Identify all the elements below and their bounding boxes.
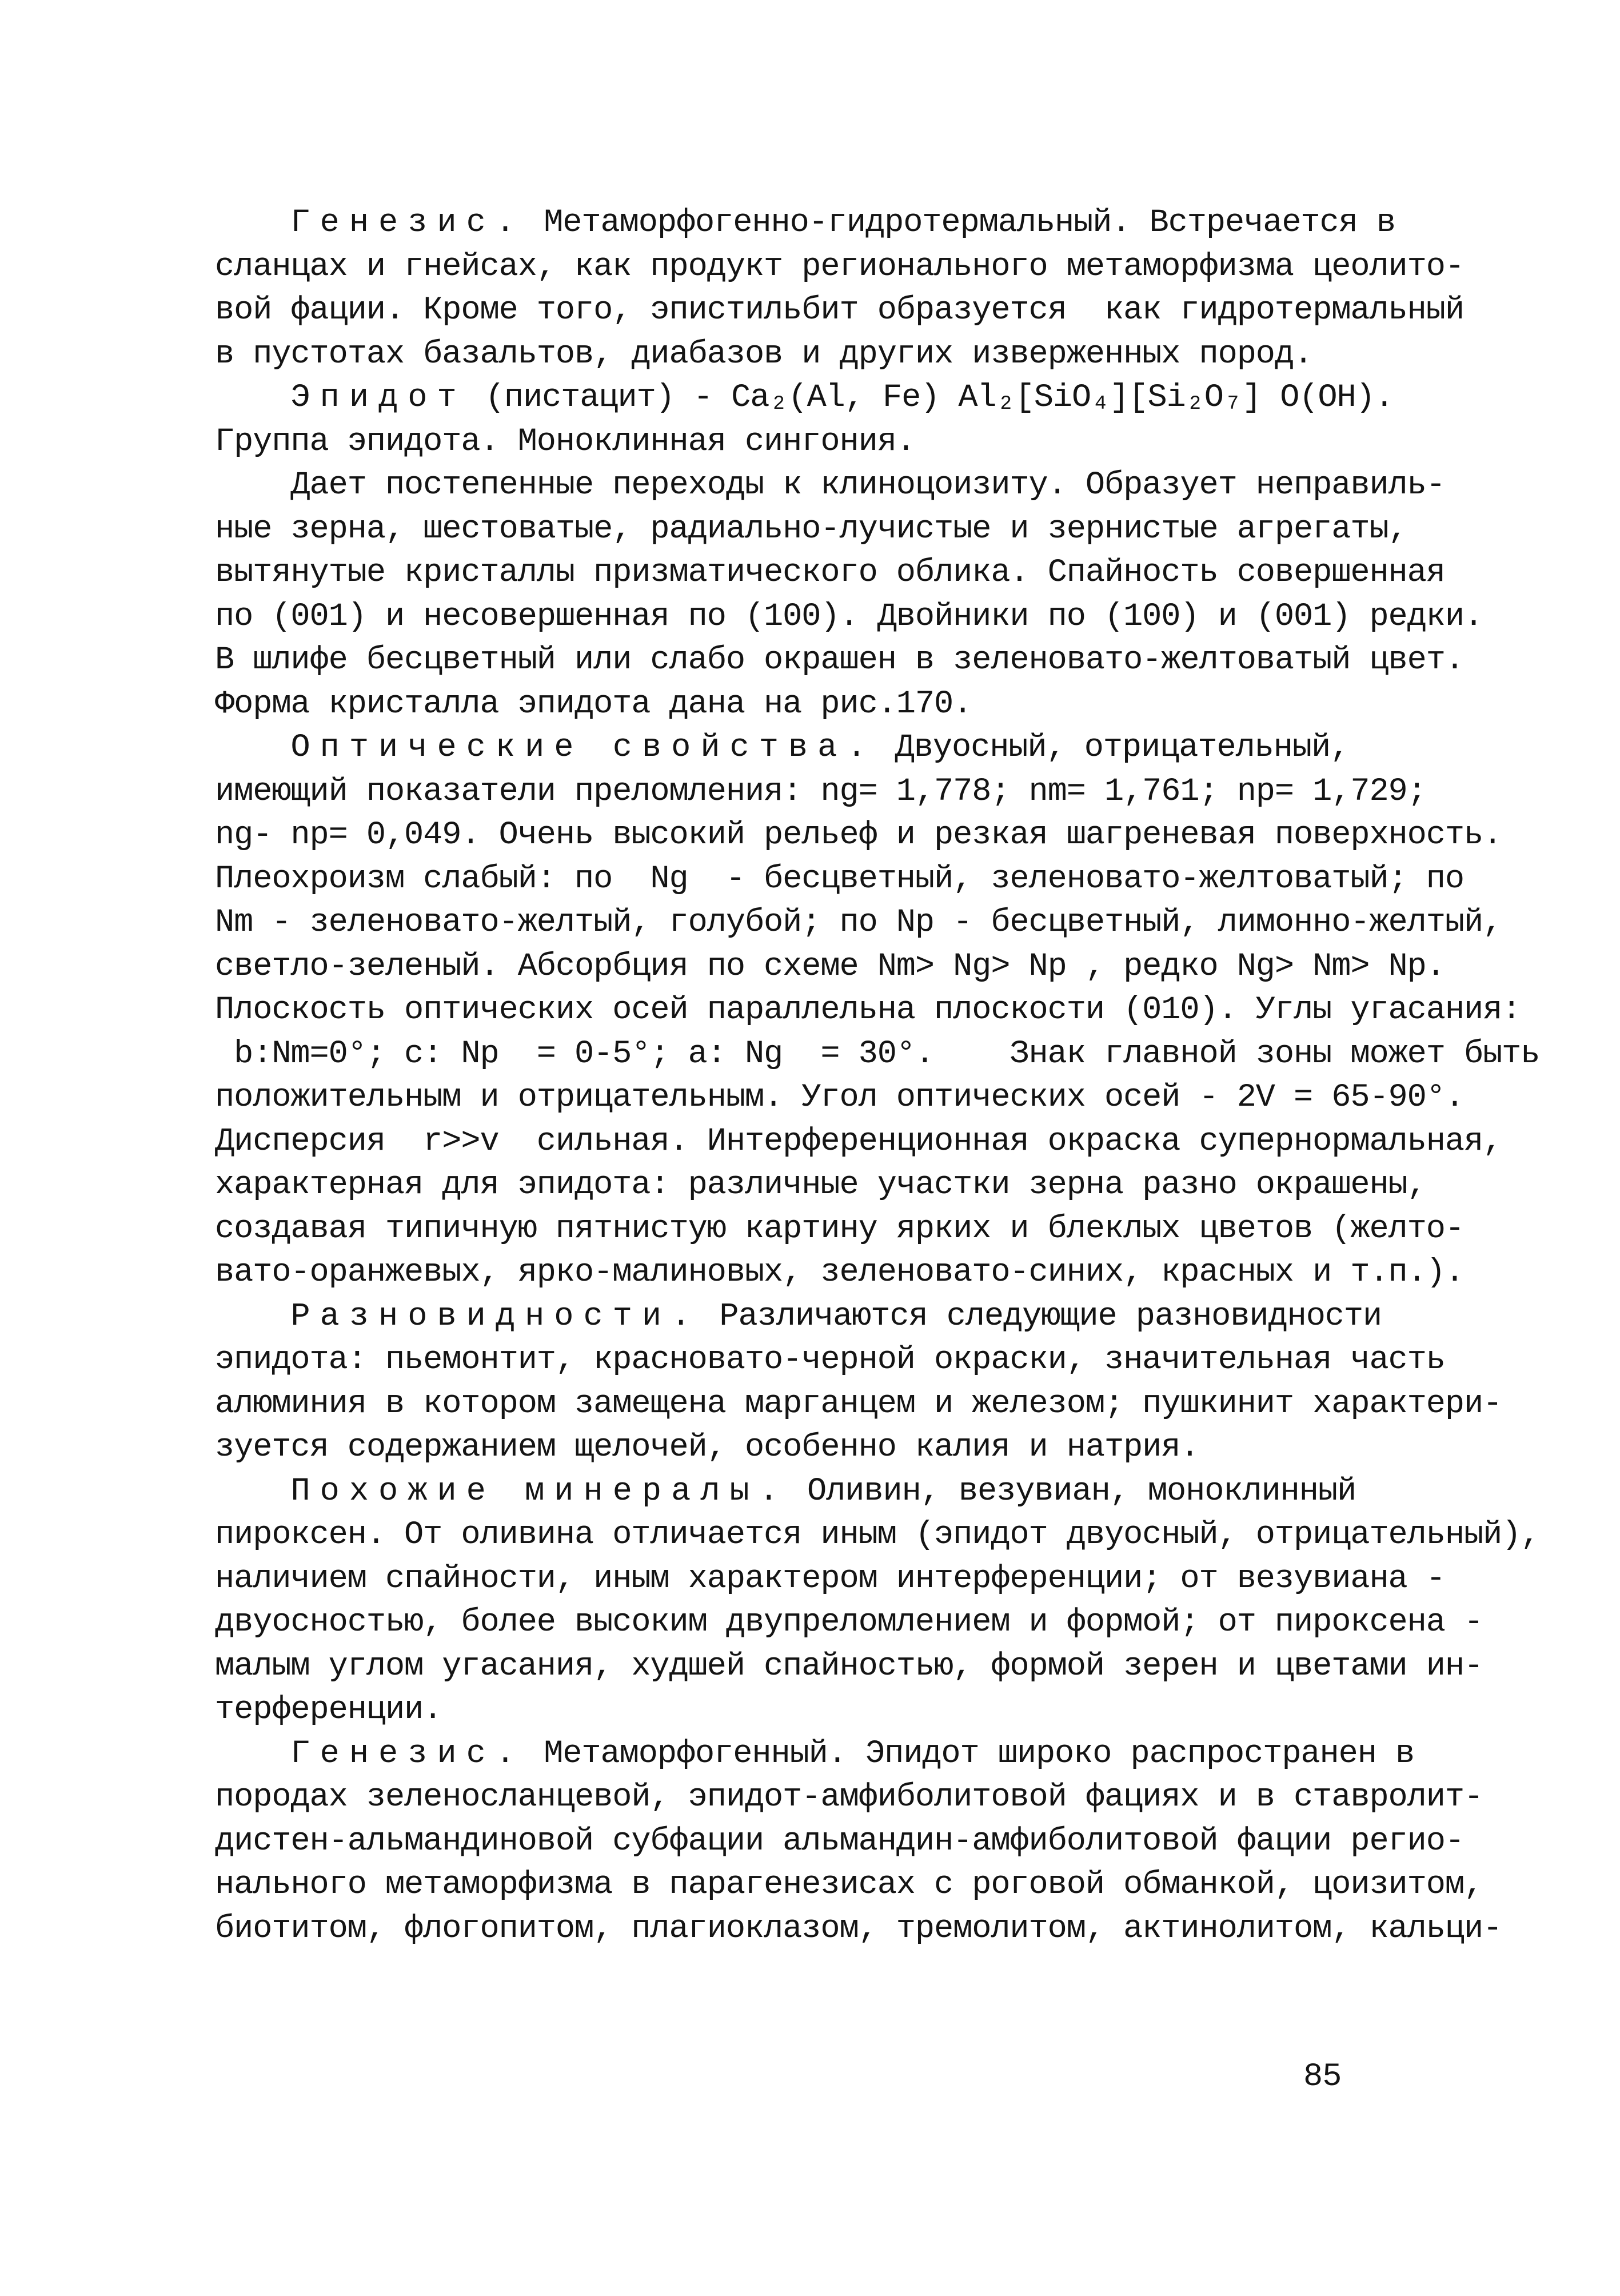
text-line: терференции. [215,1692,442,1728]
text-line: В шлифе бесцветный или слабо окрашен в зеленовато-желтоватый цвет. [215,642,1464,679]
text-line: пироксен. От оливина отличается иным (эпидот двуосный, отрицательный), [215,1517,1540,1553]
text-line [215,376,1421,420]
text-line: Дает постепенные переходы к клиноцоизиту. Образует неправиль- [215,467,1445,504]
section-heading: Оптические свойства. [290,730,876,766]
text-line: сланцах и гнейсах, как продукт регионального метаморфизма цеолито- [215,248,1464,285]
section-heading: Генезис. [290,205,525,241]
text-line: Разновидности. Различаются следующие разновидности [290,1298,1382,1335]
text-line: нального метаморфизма в парагенезисах с роговой обманкой, цоизитом, [215,1867,1483,1903]
text-line: Генезис. Метаморфогенный. Эпидот широко распространен в [290,1735,1415,1772]
section-heading: Генезис. [290,1735,525,1772]
text-line: малым углом угасания, худшей спайностью, формой зерен и цветами ин- [215,1648,1483,1685]
text-line: вой фации. Кроме того, эпистильбит образуется как гидротермальный [215,292,1464,329]
text-line: эпидота: пьемонтит, красновато-черной окраски, значительная часть [215,1342,1445,1378]
text-line: Генезис. Метаморфогенно-гидротермальный. Встречается в [290,205,1395,241]
text-line: алюминия в котором замещена марганцем и железом; пушкинит характери- [215,1385,1502,1422]
mineral-formula: (пистацит) - Ca₂(Al, Fe) Al₂[SiO₄][Si₂O₇] O(OH). [466,380,1394,416]
text-line: ng- np= 0,049. Очень высокий рельеф и резкая шагреневая поверхность. [215,817,1502,854]
text-line: Плеохроизм слабый: по Ng - бесцветный, зеленовато-желтоватый; по [215,860,1464,898]
text-line: b:Nm=0°; c: Np = 0-5°; a: Ng = 30°. Знак главной зоны может быть [215,1035,1540,1073]
text-line: Nm - зеленовато-желтый, голубой; по Np - бесцветный, лимонно-желтый, [215,904,1502,941]
text-line: породах зеленосланцевой, эпидот-амфиболитовой фациях и в ставролит- [215,1779,1483,1816]
body-text [215,201,1540,1951]
text-line: Плоскость оптических осей параллельна плоскости (010). Углы угасания: [215,992,1521,1029]
text-line: Оптические свойства. Двуосный, отрицательный, [290,730,1350,766]
section-heading: Похожие минералы. [290,1473,788,1510]
text-line: двуосностью, более высоким двупреломлением и формой; от пироксена - [215,1604,1483,1641]
text-line: характерная для эпидота: различные участки зерна разно окрашены, [215,1167,1426,1203]
text-line: Группа эпидота. Моноклинная сингония. [215,423,915,460]
text-line: вато-оранжевых, ярко-малиновых, зеленовато-синих, красных и т.п.). [215,1254,1464,1291]
text-line: биотитом, флогопитом, плагиоклазом, тремолитом, актинолитом, кальци- [215,1910,1502,1947]
text-line: зуется содержанием щелочей, особенно калия и натрия. [215,1429,1199,1466]
text-line: вытянутые кристаллы призматического облика. Спайность совершенная [215,555,1445,591]
text-line: Похожие минералы. Оливин, везувиан, моноклинный [290,1473,1356,1510]
text-line: создавая типичную пятнистую картину ярких и блеклых цветов (желто- [215,1210,1464,1247]
text-line: имеющий показатели преломления: ng= 1,778; nm= 1,761; np= 1,729; [215,773,1426,810]
text-line: дистен-альмандиновой субфации альмандин-амфиболитовой фации регио- [215,1823,1464,1860]
page-number: 85 [1303,2059,1342,2095]
text-line: в пустотах базальтов, диабазов и других изверженных пород. [215,336,1313,373]
text-line: наличием спайности, иным характером интерференции; от везувиана - [215,1560,1445,1597]
text-line: ные зерна, шестоватые, радиально-лучистые и зернистые агрегаты, [215,511,1407,548]
text-line: по (001) и несовершенная по (100). Двойники по (100) и (001) редки. [215,598,1483,635]
mineral-heading: Эпидот [290,380,466,416]
section-heading: Разновидности. [290,1298,701,1335]
text-line: положительным и отрицательным. Угол оптических осей - 2V = 65-90°. [215,1079,1464,1116]
text-line: Форма кристалла эпидота дана на рис.170. [215,685,972,723]
text-line: светло-зеленый. Абсорбция по схеме Nm> Ng> Np , редко Ng> Nm> Np. [215,948,1445,985]
text-line: Дисперсия r>>v сильная. Интерференционная окраска супернормальная, [215,1123,1502,1160]
